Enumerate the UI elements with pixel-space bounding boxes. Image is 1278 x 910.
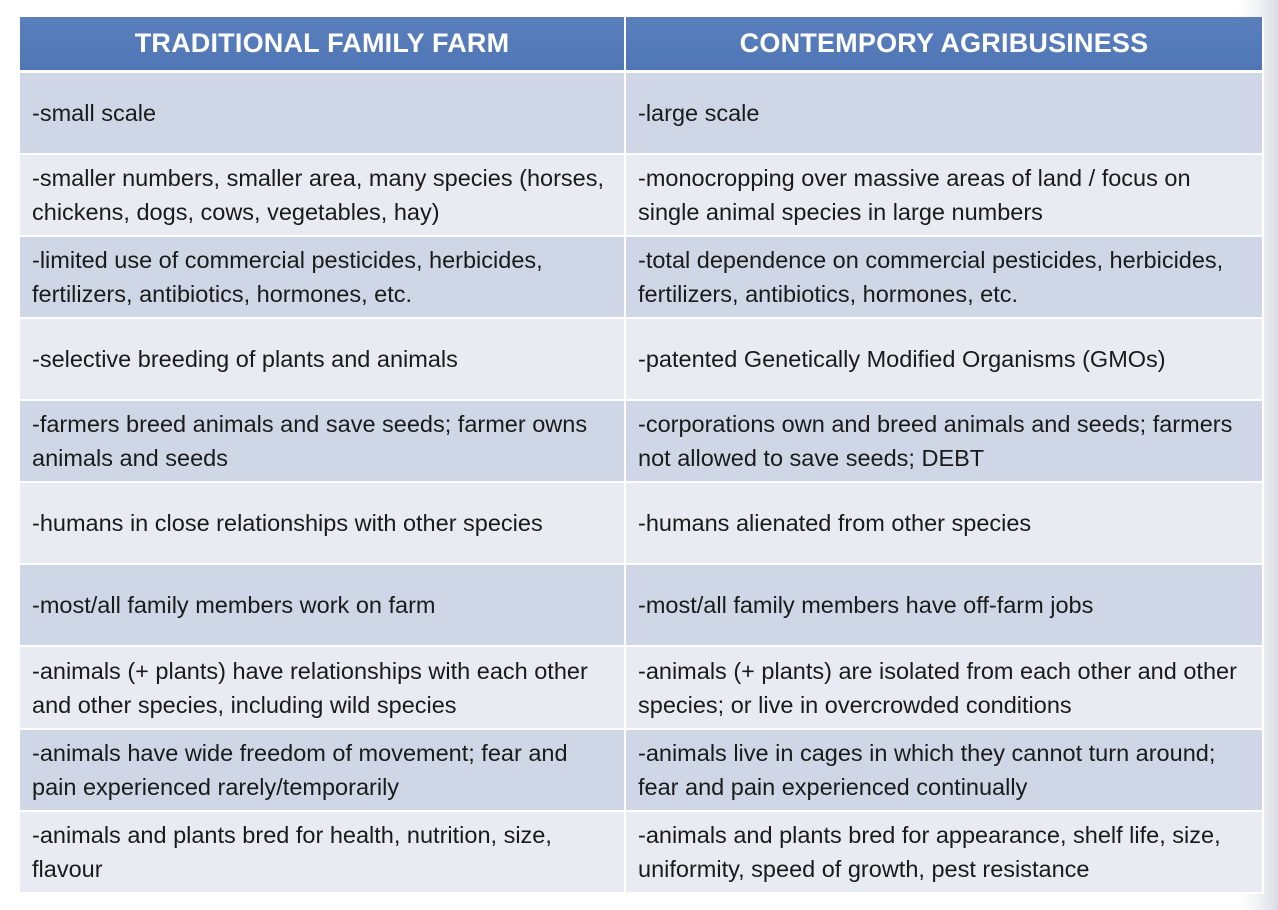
agribusiness-cell: -humans alienated from other species — [625, 482, 1263, 564]
traditional-cell: -smaller numbers, smaller area, many species (horses, chickens, dogs, cows, vegetables, hay) — [19, 154, 625, 236]
traditional-cell: -small scale — [19, 72, 625, 154]
agribusiness-cell: -corporations own and breed animals and seeds; farmers not allowed to save seeds; DEBT — [625, 400, 1263, 482]
comparison-table — [18, 17, 1264, 894]
table-row — [19, 318, 1263, 400]
traditional-cell: -selective breeding of plants and animals — [19, 318, 625, 400]
table-row — [19, 811, 1263, 893]
table-row — [19, 154, 1263, 236]
agribusiness-cell: -monocropping over massive areas of land / focus on single animal species in large numbers — [625, 154, 1263, 236]
table-row — [19, 482, 1263, 564]
table-row — [19, 646, 1263, 728]
traditional-cell: -farmers breed animals and save seeds; farmer owns animals and seeds — [19, 400, 625, 482]
traditional-cell: -animals (+ plants) have relationships with each other and other species, including wild species — [19, 646, 625, 728]
agribusiness-cell: -most/all family members have off-farm jobs — [625, 564, 1263, 646]
agribusiness-cell: -animals (+ plants) are isolated from each other and other species; or live in overcrowded conditions — [625, 646, 1263, 728]
table-row — [19, 236, 1263, 318]
agribusiness-cell: -patented Genetically Modified Organisms (GMOs) — [625, 318, 1263, 400]
agribusiness-cell: -large scale — [625, 72, 1263, 154]
table-row — [19, 72, 1263, 154]
table-row — [19, 564, 1263, 646]
header-row — [19, 17, 1263, 72]
header-contemporary-agribusiness: CONTEMPORY AGRIBUSINESS — [625, 17, 1263, 72]
header-traditional-family-farm: TRADITIONAL FAMILY FARM — [19, 17, 625, 72]
agribusiness-cell: -animals live in cages in which they cannot turn around; fear and pain experienced continually — [625, 729, 1263, 811]
table-row — [19, 400, 1263, 482]
comparison-table-container — [18, 17, 1262, 894]
table-row — [19, 729, 1263, 811]
traditional-cell: -limited use of commercial pesticides, herbicides, fertilizers, antibiotics, hormones, etc. — [19, 236, 625, 318]
agribusiness-cell: -animals and plants bred for appearance, shelf life, size, uniformity, speed of growth, pest resistance — [625, 811, 1263, 893]
traditional-cell: -most/all family members work on farm — [19, 564, 625, 646]
traditional-cell: -animals and plants bred for health, nutrition, size, flavour — [19, 811, 625, 893]
agribusiness-cell: -total dependence on commercial pesticides, herbicides, fertilizers, antibiotics, hormones, etc. — [625, 236, 1263, 318]
traditional-cell: -humans in close relationships with other species — [19, 482, 625, 564]
traditional-cell: -animals have wide freedom of movement; fear and pain experienced rarely/temporarily — [19, 729, 625, 811]
